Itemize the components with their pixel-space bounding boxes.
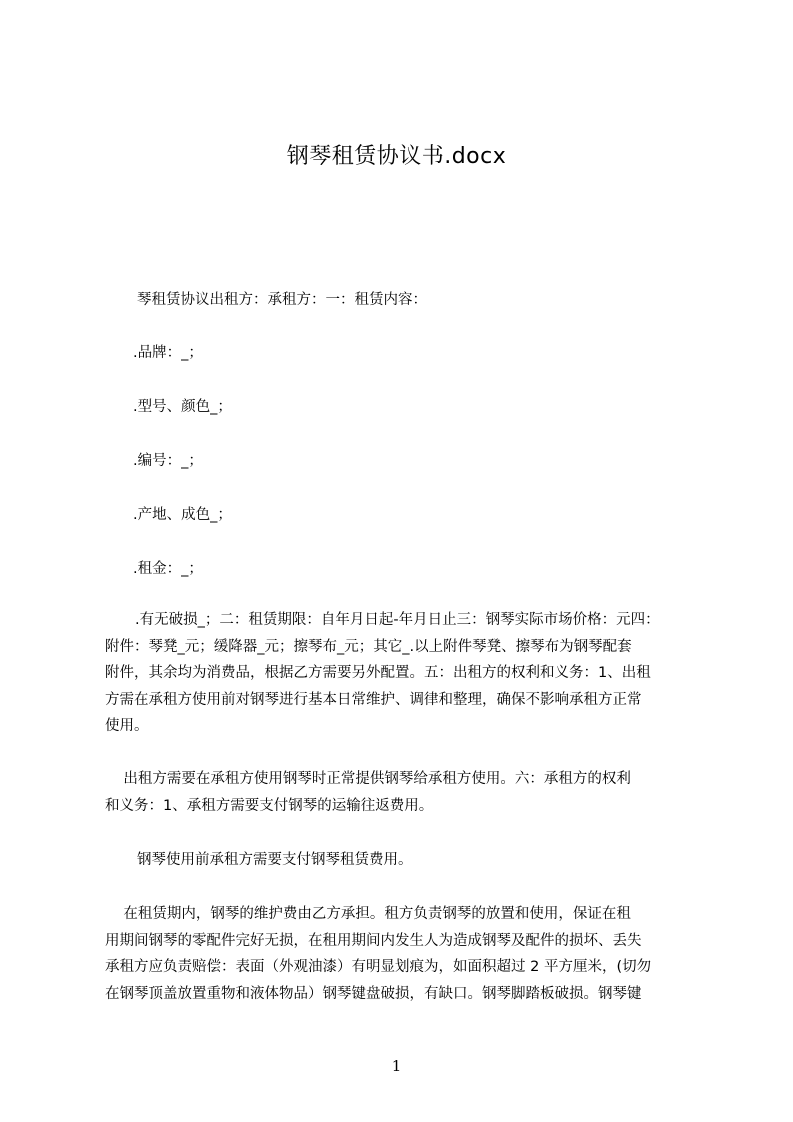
paragraph-line: 承租方应负责赔偿：表面（外观油漆）有明显划痕为，如面积超过 2 平方厘米，(切勿	[105, 959, 652, 975]
paragraph-line: 在租赁期内，钢琴的维护费由乙方承担。租方负责钢琴的放置和使用，保证在租	[105, 906, 631, 922]
intro-line: 琴租赁协议出租方：承租方：一：租赁内容：	[137, 292, 427, 308]
page-number: 1	[391, 1057, 402, 1075]
list-item-brand: .品牌：_；	[133, 345, 203, 361]
paragraph-maintenance	[105, 901, 697, 1007]
paragraph-line: 和义务：1、承租方需要支付钢琴的运输往返费用。	[105, 797, 434, 814]
paragraph-lessor-duties	[105, 766, 697, 819]
paragraph-terms	[105, 607, 697, 740]
paragraph-line: 附件：琴凳_元；缓降器_元；擦琴布_元；其它_.以上附件琴凳、擦琴布为钢琴配套	[105, 638, 632, 655]
list-item-model-color: .型号、颜色_；	[133, 399, 232, 415]
list-item-origin-condition: .产地、成色_；	[133, 507, 232, 523]
paragraph-line: 附件，其余均为消费品，根据乙方需要另外配置。五：出租方的权利和义务：1、出租	[105, 665, 651, 681]
paragraph-rental-fee: 钢琴使用前承租方需要支付钢琴租赁费用。	[137, 852, 413, 868]
paragraph-line: 出租方需要在承租方使用钢琴时正常提供钢琴给承租方使用。六：承租方的权利	[105, 771, 631, 787]
list-item-rent: .租金：_；	[133, 561, 203, 577]
paragraph-line: 方需在承租方使用前对钢琴进行基本日常维护、调律和整理，确保不影响承租方正常	[105, 691, 642, 708]
paragraph-line: 用期间钢琴的零配件完好无损，在租用期间内发生人为造成钢琴及配件的损坏、丢失	[105, 932, 642, 949]
list-item-serial: .编号：_；	[133, 453, 203, 469]
paragraph-line: 在钢琴顶盖放置重物和液体物品）钢琴键盘破损，有缺口。钢琴脚踏板破损。钢琴键	[105, 985, 642, 1002]
document-title: 钢琴租赁协议书.docx	[286, 144, 507, 169]
paragraph-line: .有无破损_；二：租赁期限：自年月日起-年月日止三：钢琴实际市场价格：元四：	[135, 612, 660, 628]
paragraph-line: 使用。	[105, 718, 149, 734]
